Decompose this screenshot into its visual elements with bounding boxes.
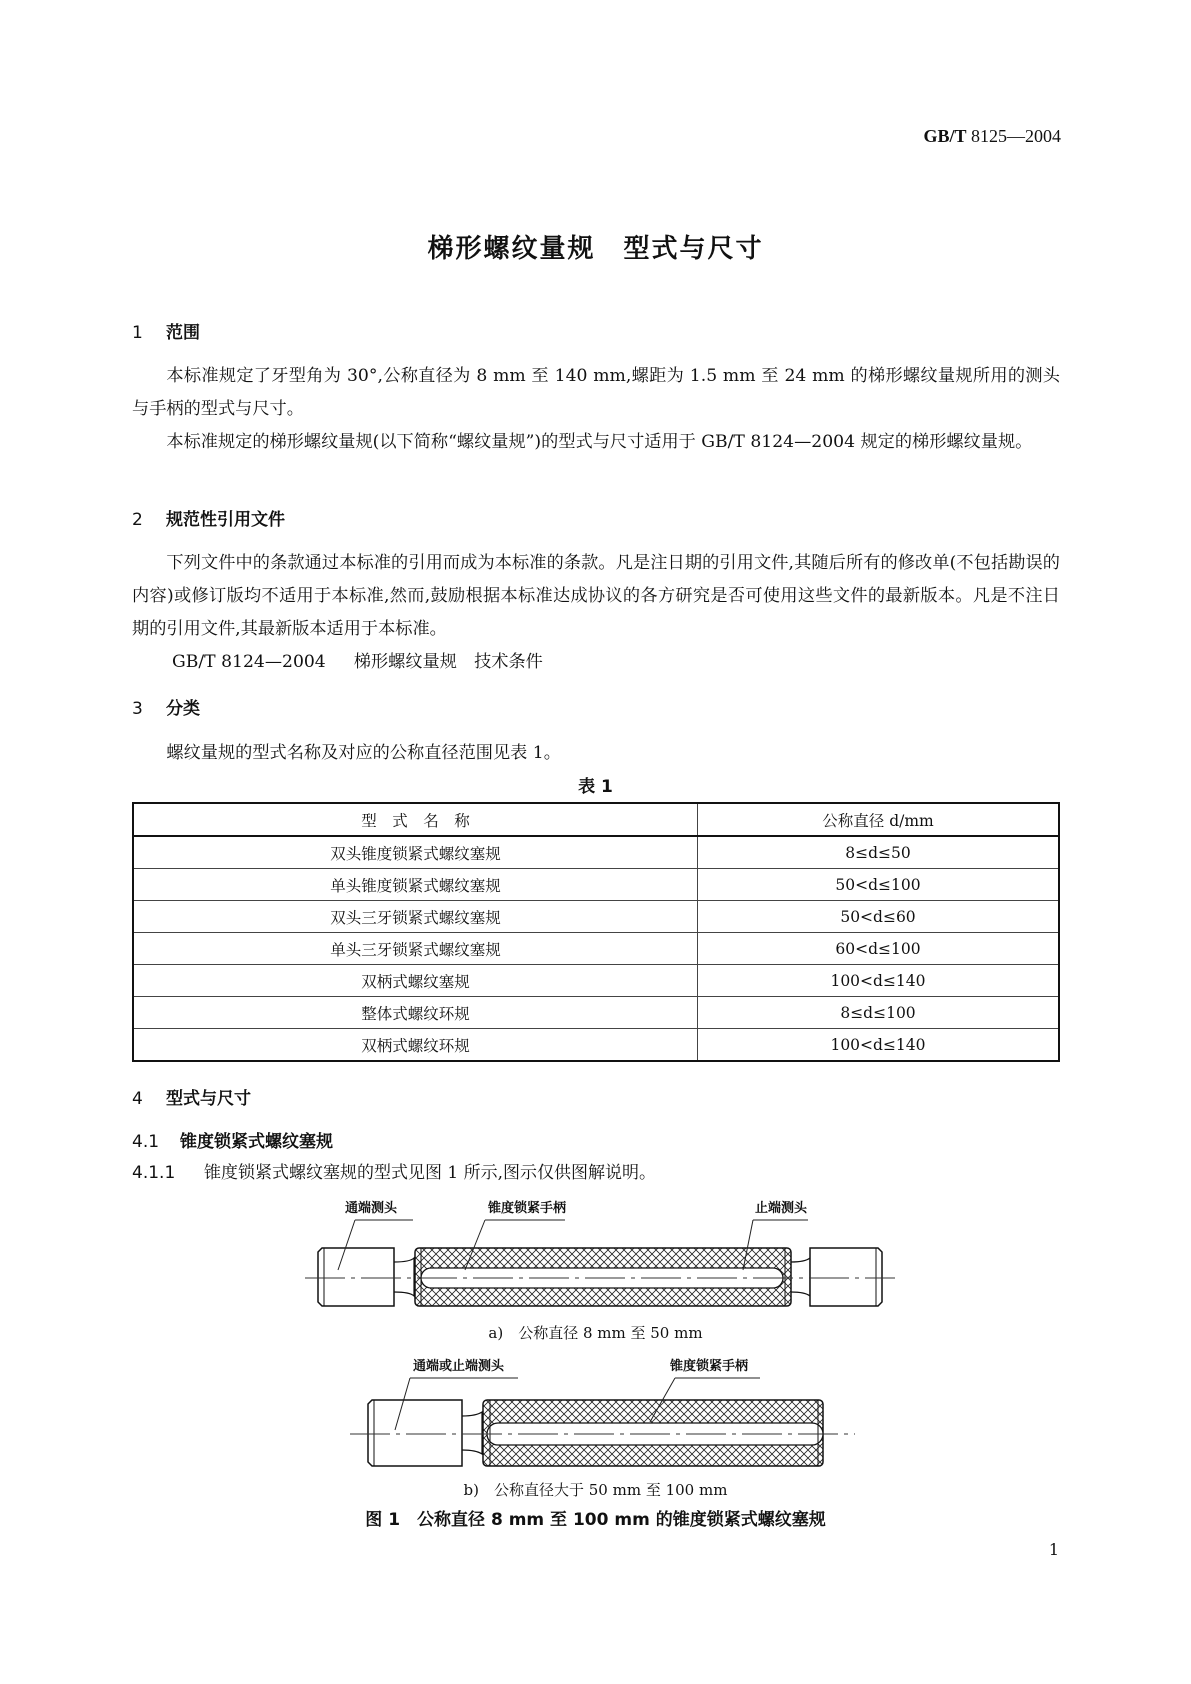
cell-range: 8≤d≤50 — [698, 836, 1060, 869]
cell-type: 双柄式螺纹塞规 — [133, 965, 698, 997]
document-title: 梯形螺纹量规 型式与尺寸 — [427, 234, 764, 264]
reference-code: GB/T 8124—2004 — [172, 652, 326, 672]
table-row — [133, 869, 1059, 901]
figure-1-caption: 图 1 公称直径 8 mm 至 100 mm 的锥度锁紧式螺纹塞规 — [365, 1510, 826, 1530]
paragraph: 本标准规定了牙型角为 30°,公称直径为 8 mm 至 140 mm,螺距为 1.5 mm 至 24 mm 的梯形螺纹量规所用的测头与手柄的型式与尺寸。 — [132, 366, 1060, 419]
paragraph: 本标准规定的梯形螺纹量规(以下简称“螺纹量规”)的型式与尺寸适用于 GB/T 8124—2004 规定的梯形螺纹量规。 — [166, 432, 1033, 452]
table-row — [133, 901, 1059, 933]
table-row — [133, 1029, 1059, 1062]
section-title: 规范性引用文件 — [166, 510, 285, 530]
reference-title: 梯形螺纹量规 技术条件 — [353, 652, 543, 672]
section-1-body — [132, 360, 1060, 459]
paragraph: 螺纹量规的型式名称及对应的公称直径范围见表 1。 — [166, 743, 561, 763]
table-caption: 表 1 — [578, 777, 613, 797]
standard-code: 8125—2004 — [971, 126, 1061, 146]
cell-range: 60<d≤100 — [698, 933, 1060, 965]
cell-range: 50<d≤100 — [698, 869, 1060, 901]
label-taper-lock-handle: 锥度锁紧手柄 — [670, 1359, 749, 1374]
label-go-end-head: 通端测头 — [345, 1201, 398, 1216]
section-title: 型式与尺寸 — [166, 1089, 251, 1109]
table-row — [133, 965, 1059, 997]
subsection-title: 锥度锁紧式螺纹塞规 — [180, 1132, 333, 1152]
section-3-heading — [132, 694, 200, 719]
section-1-heading — [132, 318, 200, 343]
table-1 — [132, 802, 1060, 1062]
label-no-go-end-head: 止端测头 — [755, 1201, 808, 1216]
standard-prefix: GB/T — [923, 126, 967, 146]
section-2-body — [132, 547, 1060, 646]
table-row — [133, 933, 1059, 965]
clause-number: 4.1.1 — [132, 1163, 176, 1183]
standard-number — [923, 126, 1061, 147]
section-title: 范围 — [166, 323, 200, 343]
table-header-row — [133, 803, 1059, 836]
table-row — [133, 997, 1059, 1029]
cell-type: 双头三牙锁紧式螺纹塞规 — [133, 901, 698, 933]
figure-1a-caption: a) 公称直径 8 mm 至 50 mm — [488, 1324, 703, 1342]
section-title: 分类 — [166, 699, 200, 719]
table-row — [133, 836, 1059, 869]
paragraph: 下列文件中的条款通过本标准的引用而成为本标准的条款。凡是注日期的引用文件,其随后所有的修改单(不包括勘误的内容)或修订版均不适用于本标准,然而,鼓励根据本标准达成协议的各方研究是否可使用这些文件的最新版本。凡是不注日期的引用文件,其最新版本适用于本标准。 — [132, 553, 1060, 639]
cell-type: 整体式螺纹环规 — [133, 997, 698, 1029]
normative-reference — [172, 647, 571, 672]
column-header-type-name: 型 式 名 称 — [133, 803, 698, 836]
cell-range: 8≤d≤100 — [698, 997, 1060, 1029]
clause-4-1-1 — [132, 1158, 656, 1183]
section-number: 4 — [132, 1089, 143, 1109]
cell-range: 100<d≤140 — [698, 965, 1060, 997]
section-3-body — [132, 737, 1060, 770]
cell-type: 单头三牙锁紧式螺纹塞规 — [133, 933, 698, 965]
label-taper-lock-handle: 锥度锁紧手柄 — [488, 1201, 567, 1216]
column-header-diameter: 公称直径 d/mm — [698, 803, 1060, 836]
subsection-4-1-heading — [132, 1127, 333, 1152]
clause-text: 锥度锁紧式螺纹塞规的型式见图 1 所示,图示仅供图解说明。 — [204, 1163, 657, 1183]
section-number: 1 — [132, 323, 143, 343]
cell-type: 单头锥度锁紧式螺纹塞规 — [133, 869, 698, 901]
cell-range: 50<d≤60 — [698, 901, 1060, 933]
cell-type: 双头锥度锁紧式螺纹塞规 — [133, 836, 698, 869]
section-number: 3 — [132, 699, 143, 719]
section-4-heading — [132, 1084, 251, 1109]
section-number: 2 — [132, 510, 143, 530]
subsection-number: 4.1 — [132, 1132, 160, 1152]
label-go-or-no-go-head: 通端或止端测头 — [413, 1359, 505, 1374]
page-number: 1 — [1048, 1540, 1059, 1559]
figure-1b-caption: b) 公称直径大于 50 mm 至 100 mm — [463, 1481, 728, 1499]
cell-range: 100<d≤140 — [698, 1029, 1060, 1062]
cell-type: 双柄式螺纹环规 — [133, 1029, 698, 1062]
section-2-heading — [132, 505, 285, 530]
